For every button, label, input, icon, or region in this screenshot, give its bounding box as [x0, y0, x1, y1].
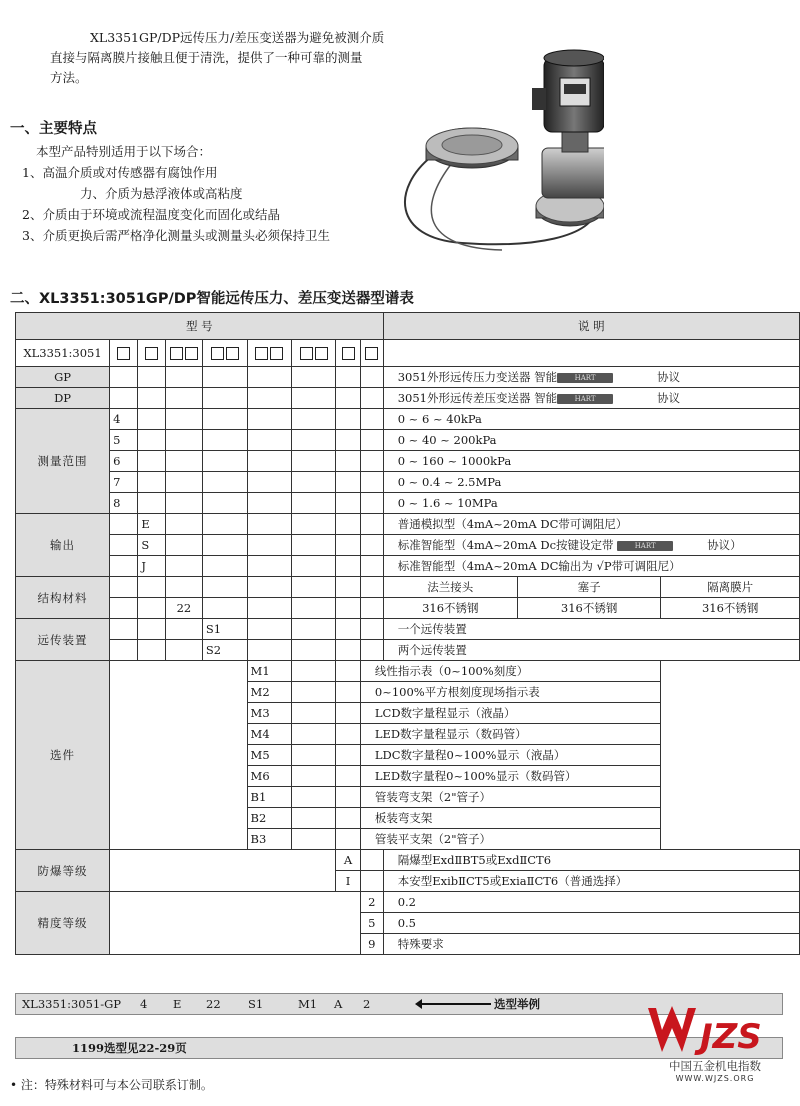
feature-item-1: 1、高温介质或对传感器有腐蚀作用: [22, 165, 218, 180]
features-lead: 本型产品特别适用于以下场合：: [36, 144, 212, 159]
gp-code: GP: [16, 367, 110, 388]
remote-label: 远传装置: [16, 619, 110, 661]
protocol-slot-icon: HART: [617, 541, 673, 551]
gp-row: [16, 367, 800, 388]
remote-desc: 一个远传装置: [383, 619, 799, 640]
logo-caption: 中国五金机电指数: [669, 1059, 761, 1073]
features-list: [22, 141, 442, 246]
logo-url: WWW.WJZS.ORG: [675, 1074, 755, 1083]
acc-code: 9: [360, 934, 383, 955]
model-code: XL3351:3051: [16, 340, 110, 367]
option-desc: 板装弯支架: [360, 808, 660, 829]
gp-protocol: 协议: [657, 370, 681, 384]
header-description: 说 明: [383, 313, 799, 340]
option-code: M3: [247, 703, 292, 724]
model-spec-table: [15, 312, 800, 955]
code-box-6: [292, 340, 336, 367]
option-desc: LED数字量程0~100%显示（数码管）: [360, 766, 660, 787]
range-code: 5: [110, 430, 138, 451]
transmitter-photo: [392, 38, 604, 258]
intro-line-3: 方法。: [50, 70, 88, 85]
acc-code: 2: [360, 892, 383, 913]
intro-line-1: XL3351GP/DP远传压力/差压变送器为避免被测介质: [90, 30, 385, 45]
wjzs-logo: [640, 1000, 790, 1090]
ex-code: A: [336, 850, 361, 871]
ex-desc: 隔爆型ExdⅡBT5或ExdⅡCT6: [383, 850, 799, 871]
ex-label: 防爆等级: [16, 850, 110, 892]
acc-desc: 0.5: [383, 913, 799, 934]
remote-row-1: [16, 619, 800, 640]
remote-code: S1: [202, 619, 247, 640]
section-1-title: 一、主要特点: [10, 121, 97, 137]
footnote: • 注：特殊材料可与本公司联系订制。: [10, 1078, 213, 1092]
acc-desc: 0.2: [383, 892, 799, 913]
acc-code: 5: [360, 913, 383, 934]
acc-row-1: [16, 892, 800, 913]
dp-code: DP: [16, 388, 110, 409]
material-row-1: [16, 577, 800, 598]
feature-item-2: 2、介质由于环境或流程温度变化而固化或结晶: [22, 207, 280, 222]
ex-code: I: [336, 871, 361, 892]
range-row-2: [16, 430, 800, 451]
remote-row-2: [16, 640, 800, 661]
range-row-1: [16, 409, 800, 430]
option-desc: LCD数字量程显示（液晶）: [360, 703, 660, 724]
option-desc: 线性指示表（0~100%刻度）: [360, 661, 660, 682]
material-value-diaphragm: 316不锈钢: [661, 598, 800, 619]
wjzs-logo-icon: [640, 1000, 790, 1060]
remote-code: S2: [202, 640, 247, 661]
example-part: 4: [140, 997, 148, 1011]
example-tag: 选型举例: [494, 997, 540, 1011]
code-box-5: [247, 340, 292, 367]
option-code: M5: [247, 745, 292, 766]
material-value-plug: 316不锈钢: [517, 598, 660, 619]
output-s-protocol: 协议）: [707, 538, 742, 552]
ex-row-1: [16, 850, 800, 871]
output-code: S: [138, 535, 166, 556]
range-code: 8: [110, 493, 138, 514]
dp-protocol: 协议: [657, 391, 681, 405]
material-header-plug: 塞子: [517, 577, 660, 598]
example-part: M1: [298, 997, 318, 1011]
example-part: 22: [206, 997, 221, 1011]
option-code: M1: [247, 661, 292, 682]
example-part: S1: [248, 997, 264, 1011]
code-box-8: [360, 340, 383, 367]
code-box-7: [336, 340, 361, 367]
option-code: B1: [247, 787, 292, 808]
material-header-diaphragm: 隔离膜片: [661, 577, 800, 598]
range-code: 4: [110, 409, 138, 430]
left-arrow-icon: [421, 1003, 491, 1005]
example-part: 2: [363, 997, 371, 1011]
option-label: 选件: [16, 661, 110, 850]
svg-text:JZS: JZS: [700, 1017, 762, 1057]
protocol-slot-icon: HART: [557, 394, 613, 404]
option-code: M6: [247, 766, 292, 787]
example-part: XL3351:3051-GP: [22, 997, 122, 1011]
output-code: J: [138, 556, 166, 577]
example-part: E: [173, 997, 182, 1011]
code-box-1: [110, 340, 138, 367]
option-row-1: [16, 661, 800, 682]
ex-desc: 本安型ExibⅡCT5或ExiaⅡCT6（普通选择）: [383, 871, 799, 892]
output-row-2: [16, 535, 800, 556]
dp-row: [16, 388, 800, 409]
output-desc: 标准智能型（4mA~20mA Dc按键设定带: [397, 538, 614, 552]
range-desc: 0 ~ 0.4 ~ 2.5MPa: [383, 472, 799, 493]
dp-description: 3051外形远传差压变送器 智能: [397, 391, 558, 405]
acc-label: 精度等级: [16, 892, 110, 955]
output-row-3: [16, 556, 800, 577]
material-row-2: [16, 598, 800, 619]
feature-item-3: 3、介质更换后需严格净化测量头或测量头必须保持卫生: [22, 228, 330, 243]
output-label: 输出: [16, 514, 110, 577]
range-desc: 0 ~ 6 ~ 40kPa: [383, 409, 799, 430]
option-desc: LED数字量程显示（数码管）: [360, 724, 660, 745]
range-code: 7: [110, 472, 138, 493]
range-desc: 0 ~ 40 ~ 200kPa: [383, 430, 799, 451]
protocol-slot-icon: HART: [557, 373, 613, 383]
example-part: A: [334, 997, 343, 1011]
option-desc: 管装平支架（2"管子）: [360, 829, 660, 850]
range-row-5: [16, 493, 800, 514]
section-2-title: 二、XL3351:3051GP/DP智能远传压力、差压变送器型谱表: [10, 291, 414, 307]
intro-line-2: 直接与隔离膜片接触且便于清洗，提供了一种可靠的测量: [50, 50, 363, 65]
option-desc: 0~100%平方根刻度现场指示表: [360, 682, 660, 703]
header-model: 型 号: [16, 313, 384, 340]
option-desc: 管装弯支架（2"管子）: [360, 787, 660, 808]
gp-description: 3051外形远传压力变送器 智能: [397, 370, 558, 384]
range-label: 测量范围: [16, 409, 110, 514]
range-desc: 0 ~ 1.6 ~ 10MPa: [383, 493, 799, 514]
output-row-1: [16, 514, 800, 535]
table-header-row: [16, 313, 800, 340]
option-code: B2: [247, 808, 292, 829]
option-code: B3: [247, 829, 292, 850]
intro-paragraph: [50, 28, 450, 88]
code-box-2: [138, 340, 166, 367]
model-code-row: [16, 340, 800, 367]
option-desc: LDC数字量程0~100%显示（液晶）: [360, 745, 660, 766]
code-box-4: [202, 340, 247, 367]
remote-desc: 两个远传装置: [383, 640, 799, 661]
see-more-text: 1199选型见22-29页: [72, 1041, 187, 1055]
range-row-3: [16, 451, 800, 472]
range-desc: 0 ~ 160 ~ 1000kPa: [383, 451, 799, 472]
code-box-3: [165, 340, 202, 367]
material-label: 结构材料: [16, 577, 110, 619]
output-desc: 标准智能型（4mA~20mA DC输出为 √P带可调阻尼）: [383, 556, 799, 577]
range-code: 6: [110, 451, 138, 472]
acc-desc: 特殊要求: [383, 934, 799, 955]
range-row-4: [16, 472, 800, 493]
output-desc: 普通模拟型（4mA~20mA DC带可调阻尼）: [383, 514, 799, 535]
option-code: M4: [247, 724, 292, 745]
material-header-flange: 法兰接头: [383, 577, 517, 598]
option-code: M2: [247, 682, 292, 703]
material-value-flange: 316不锈钢: [383, 598, 517, 619]
feature-item-1-cont: 力、介质为悬浮液体或高粘度: [80, 186, 243, 201]
output-code: E: [138, 514, 166, 535]
material-code: 22: [165, 598, 202, 619]
